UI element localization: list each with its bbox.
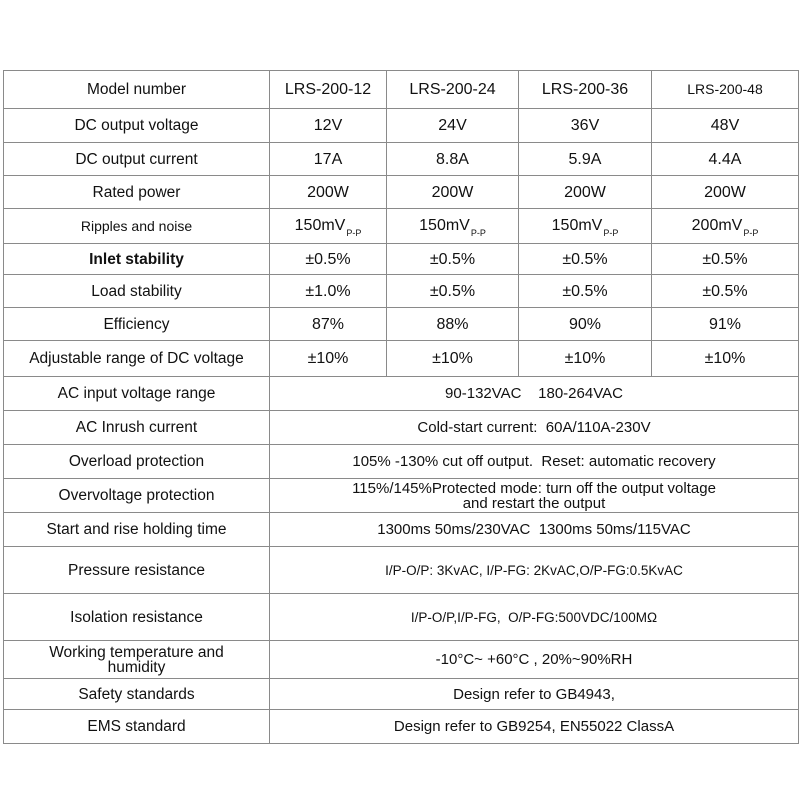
- cell-value: ±10%: [519, 341, 652, 377]
- ripple-value: 200mV: [691, 216, 743, 234]
- model-header: LRS-200-24: [387, 71, 519, 109]
- shared-value-line: and restart the output: [462, 494, 606, 512]
- cell-value: 91%: [652, 308, 799, 341]
- cell-value: ±10%: [387, 341, 519, 377]
- row-label: Safety standards: [4, 679, 270, 710]
- cell-value: [519, 209, 652, 244]
- cell-value: [387, 209, 519, 244]
- row-label: Pressure resistance: [4, 547, 270, 594]
- cell-value: 90%: [519, 308, 652, 341]
- shared-value: Design refer to GB9254, EN55022 ClassA: [270, 710, 799, 744]
- cell-value: 200W: [652, 176, 799, 209]
- ripple-subscript: P-P: [743, 227, 759, 238]
- cell-value: ±1.0%: [270, 275, 387, 308]
- cell-value: ±0.5%: [387, 244, 519, 275]
- table-row: [4, 641, 799, 679]
- ripple-value: 150mV: [551, 216, 603, 234]
- cell-value: 17A: [270, 143, 387, 176]
- shared-value: I/P-O/P: 3KvAC, I/P-FG: 2KvAC,O/P-FG:0.5KvAC: [270, 547, 799, 594]
- cell-value: 12V: [270, 109, 387, 143]
- table-row: [4, 143, 799, 176]
- ripple-value: 150mV: [294, 216, 346, 234]
- table-row: [4, 244, 799, 275]
- cell-value: ±0.5%: [387, 275, 519, 308]
- row-label: EMS standard: [4, 710, 270, 744]
- row-label: Rated power: [4, 176, 270, 209]
- table-row: [4, 176, 799, 209]
- cell-value: ±10%: [652, 341, 799, 377]
- row-label: Ripples and noise: [4, 209, 270, 244]
- cell-value: 87%: [270, 308, 387, 341]
- shared-value: -10°C~ +60°C , 20%~90%RH: [270, 641, 799, 679]
- row-label: Load stability: [4, 275, 270, 308]
- table-row: [4, 411, 799, 445]
- cell-value: 4.4A: [652, 143, 799, 176]
- ripple-subscript: P-P: [470, 227, 486, 238]
- table-row: [4, 679, 799, 710]
- row-label: AC input voltage range: [4, 377, 270, 411]
- cell-value: 8.8A: [387, 143, 519, 176]
- cell-value: 88%: [387, 308, 519, 341]
- table-row: [4, 109, 799, 143]
- row-label: Overload protection: [4, 445, 270, 479]
- cell-value: 24V: [387, 109, 519, 143]
- cell-value: ±0.5%: [519, 244, 652, 275]
- shared-value: 105% -130% cut off output. Reset: automatic recovery: [270, 445, 799, 479]
- table-row: [4, 308, 799, 341]
- model-header: LRS-200-36: [519, 71, 652, 109]
- cell-value: 200W: [387, 176, 519, 209]
- model-header: LRS-200-12: [270, 71, 387, 109]
- row-label: Inlet stability: [4, 244, 270, 275]
- row-label: AC Inrush current: [4, 411, 270, 445]
- cell-value: 5.9A: [519, 143, 652, 176]
- cell-value: 36V: [519, 109, 652, 143]
- cell-value: 48V: [652, 109, 799, 143]
- ripple-subscript: P-P: [346, 227, 362, 238]
- shared-value: 1300ms 50ms/230VAC 1300ms 50ms/115VAC: [270, 513, 799, 547]
- header-label: Model number: [4, 71, 270, 109]
- shared-value-line: 115%/145%Protected mode: turn off the output voltage: [352, 479, 716, 497]
- table-row: [4, 377, 799, 411]
- row-label: DC output voltage: [4, 109, 270, 143]
- row-label: Start and rise holding time: [4, 513, 270, 547]
- row-label: Adjustable range of DC voltage: [4, 341, 270, 377]
- row-label-line: humidity: [107, 658, 166, 676]
- cell-value: 200W: [519, 176, 652, 209]
- shared-value: Cold-start current: 60A/110A-230V: [270, 411, 799, 445]
- cell-value: ±10%: [270, 341, 387, 377]
- row-label: Isolation resistance: [4, 594, 270, 641]
- table-header-row: [4, 71, 799, 109]
- table-row: [4, 513, 799, 547]
- row-label: [4, 641, 270, 679]
- ripple-value: 150mV: [419, 216, 470, 234]
- table-row: [4, 710, 799, 744]
- row-label-line: Working temperature and: [49, 643, 224, 661]
- table-row: [4, 275, 799, 308]
- table-row: [4, 445, 799, 479]
- cell-value: ±0.5%: [270, 244, 387, 275]
- table-row: [4, 209, 799, 244]
- shared-value: Design refer to GB4943,: [270, 679, 799, 710]
- cell-value: ±0.5%: [652, 275, 799, 308]
- cell-value: 200W: [270, 176, 387, 209]
- cell-value: [270, 209, 387, 244]
- row-label: Efficiency: [4, 308, 270, 341]
- table-row: [4, 479, 799, 513]
- model-header: LRS-200-48: [652, 71, 799, 109]
- table-row: [4, 594, 799, 641]
- shared-value: I/P-O/P,I/P-FG, O/P-FG:500VDC/100MΩ: [270, 594, 799, 641]
- row-label: DC output current: [4, 143, 270, 176]
- shared-value: 90-132VAC 180-264VAC: [270, 377, 799, 411]
- table-row: [4, 547, 799, 594]
- shared-value: [270, 479, 799, 513]
- cell-value: [652, 209, 799, 244]
- ripple-subscript: P-P: [603, 227, 619, 238]
- cell-value: ±0.5%: [652, 244, 799, 275]
- cell-value: ±0.5%: [519, 275, 652, 308]
- table-row: [4, 341, 799, 377]
- spec-table: [3, 70, 799, 744]
- row-label: Overvoltage protection: [4, 479, 270, 513]
